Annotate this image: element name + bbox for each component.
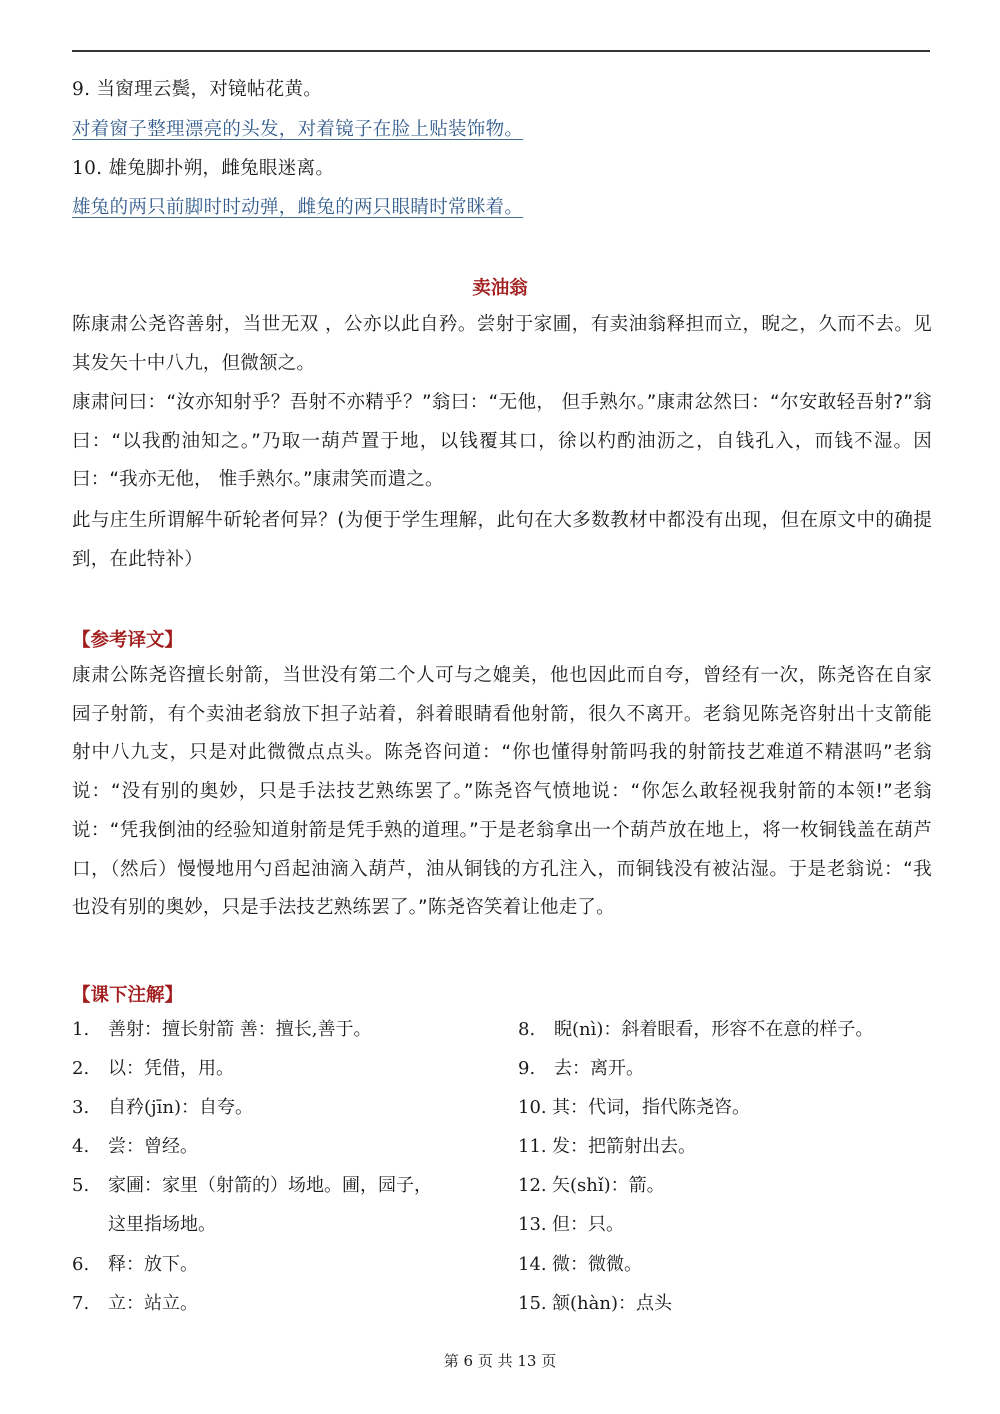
note-text: 立：站立。	[108, 1293, 198, 1314]
item-10-translation: 雄兔的两只前脚时时动弹，雌兔的两只眼睛时常眯着。	[72, 197, 524, 218]
note-item	[518, 1096, 750, 1120]
reference-translation-heading: 【参考译文】	[72, 630, 184, 651]
note-number: 13.	[518, 1214, 547, 1235]
article-paragraph-1: 陈康肃公尧咨善射，当世无双 ，公亦以此自矜。尝射于家圃，有卖油翁释担而立，睨之，久而不去。见其发矢十中八九，但微颔之。	[72, 314, 932, 374]
note-item	[72, 1292, 198, 1316]
page-number: 第 6 页 共 13 页	[443, 1352, 557, 1370]
note-text: 发：把箭射出去。	[552, 1136, 696, 1157]
note-text: 尝：曾经。	[108, 1136, 198, 1157]
note-text: 其：代词，指代陈尧咨。	[552, 1097, 750, 1118]
note-item	[72, 1057, 234, 1081]
note-number: 10.	[518, 1097, 547, 1118]
note-item	[518, 1292, 672, 1316]
item-number: 10.	[72, 158, 103, 179]
header-rule	[72, 50, 930, 52]
note-text: 家圃：家里（射箭的）场地。圃，园子，	[108, 1175, 432, 1196]
note-item	[72, 1253, 198, 1277]
note-text: 自矜(jīn)：自夸。	[108, 1097, 253, 1118]
note-number: 3.	[72, 1097, 90, 1118]
note-text: 去：离开。	[554, 1058, 644, 1079]
note-text: 善射：擅长射箭 善：擅长,善于。	[108, 1019, 372, 1040]
note-number: 5.	[72, 1175, 90, 1196]
item-10-sentence	[72, 157, 334, 181]
item-sentence: 雄兔脚扑朔，雌兔眼迷离。	[108, 158, 335, 179]
note-text: 睨(nì)：斜着眼看，形容不在意的样子。	[554, 1019, 874, 1040]
article-paragraph-3: 此与庄生所谓解牛斫轮者何异？(为便于学生理解，此句在大多数教材中都没有出现，但在原文中的确提到，在此特补）	[72, 510, 932, 570]
note-number: 8.	[518, 1019, 536, 1040]
note-item	[72, 1096, 253, 1120]
note-number: 4.	[72, 1136, 90, 1157]
note-item	[518, 1057, 644, 1081]
article-title: 卖油翁	[472, 278, 528, 299]
note-number: 7.	[72, 1293, 90, 1314]
item-9-translation: 对着窗子整理漂亮的头发，对着镜子在脸上贴装饰物。	[72, 119, 524, 140]
note-number: 12.	[518, 1175, 547, 1196]
note-item	[72, 1135, 198, 1159]
article-paragraph-2: 康肃问曰：“汝亦知射乎？吾射不亦精乎？”翁曰：“无他， 但手熟尔。”康肃忿然曰：“尔安敢轻吾射?”翁曰：“以我酌油知之。”乃取一葫芦置于地，以钱覆其口，徐以杓酌油沥之，自钱孔入，而钱不湿。因曰：“我亦无他， 惟手熟尔。”康肃笑而遣之。	[72, 392, 932, 491]
note-item	[518, 1253, 642, 1277]
note-number: 2.	[72, 1058, 90, 1079]
reference-translation-text: 康肃公陈尧咨擅长射箭，当世没有第二个人可与之媲美，他也因此而自夸，曾经有一次，陈尧咨在自家园子射箭，有个卖油老翁放下担子站着，斜着眼睛看他射箭，很久不离开。老翁见陈尧咨射出十支箭能射中八九支，只是对此微微点点头。陈尧咨问道：“你也懂得射箭吗我的射箭技艺难道不精湛吗”老翁说：“没有别的奥妙，只是手法技艺熟练罢了。”陈尧咨气愤地说：“你怎么敢轻视我射箭的本领!”老翁说：“凭我倒油的经验知道射箭是凭手熟的道理。”于是老翁拿出一个葫芦放在地上，将一枚铜钱盖在葫芦口，（然后）慢慢地用勺舀起油滴入葫芦，油从铜钱的方孔注入，而铜钱没有被沾湿。于是老翁说：“我也没有别的奥妙，只是手法技艺熟练罢了。”陈尧咨笑着让他走了。	[72, 665, 932, 919]
note-number: 14.	[518, 1254, 547, 1275]
note-item	[518, 1174, 665, 1198]
note-item-continuation: 这里指场地。	[108, 1214, 216, 1235]
note-item	[518, 1213, 624, 1237]
note-number: 6.	[72, 1254, 90, 1275]
note-number: 9.	[518, 1058, 536, 1079]
note-text: 但：只。	[552, 1214, 624, 1235]
note-number: 1.	[72, 1019, 90, 1040]
note-item	[72, 1018, 371, 1042]
note-text: 颔(hàn)：点头	[552, 1293, 672, 1314]
item-number: 9.	[72, 79, 91, 100]
item-sentence: 当窗理云鬓，对镜帖花黄。	[96, 79, 323, 100]
note-text: 以：凭借，用。	[108, 1058, 234, 1079]
note-text: 矢(shǐ)：箭。	[552, 1175, 665, 1196]
item-9-sentence	[72, 78, 322, 102]
note-item	[518, 1018, 873, 1042]
note-item	[72, 1174, 432, 1198]
note-number: 11.	[518, 1136, 547, 1157]
note-text: 微：微微。	[552, 1254, 642, 1275]
note-text: 释：放下。	[108, 1254, 198, 1275]
notes-heading: 【课下注解】	[72, 985, 184, 1006]
note-number: 15.	[518, 1293, 547, 1314]
note-item	[518, 1135, 696, 1159]
